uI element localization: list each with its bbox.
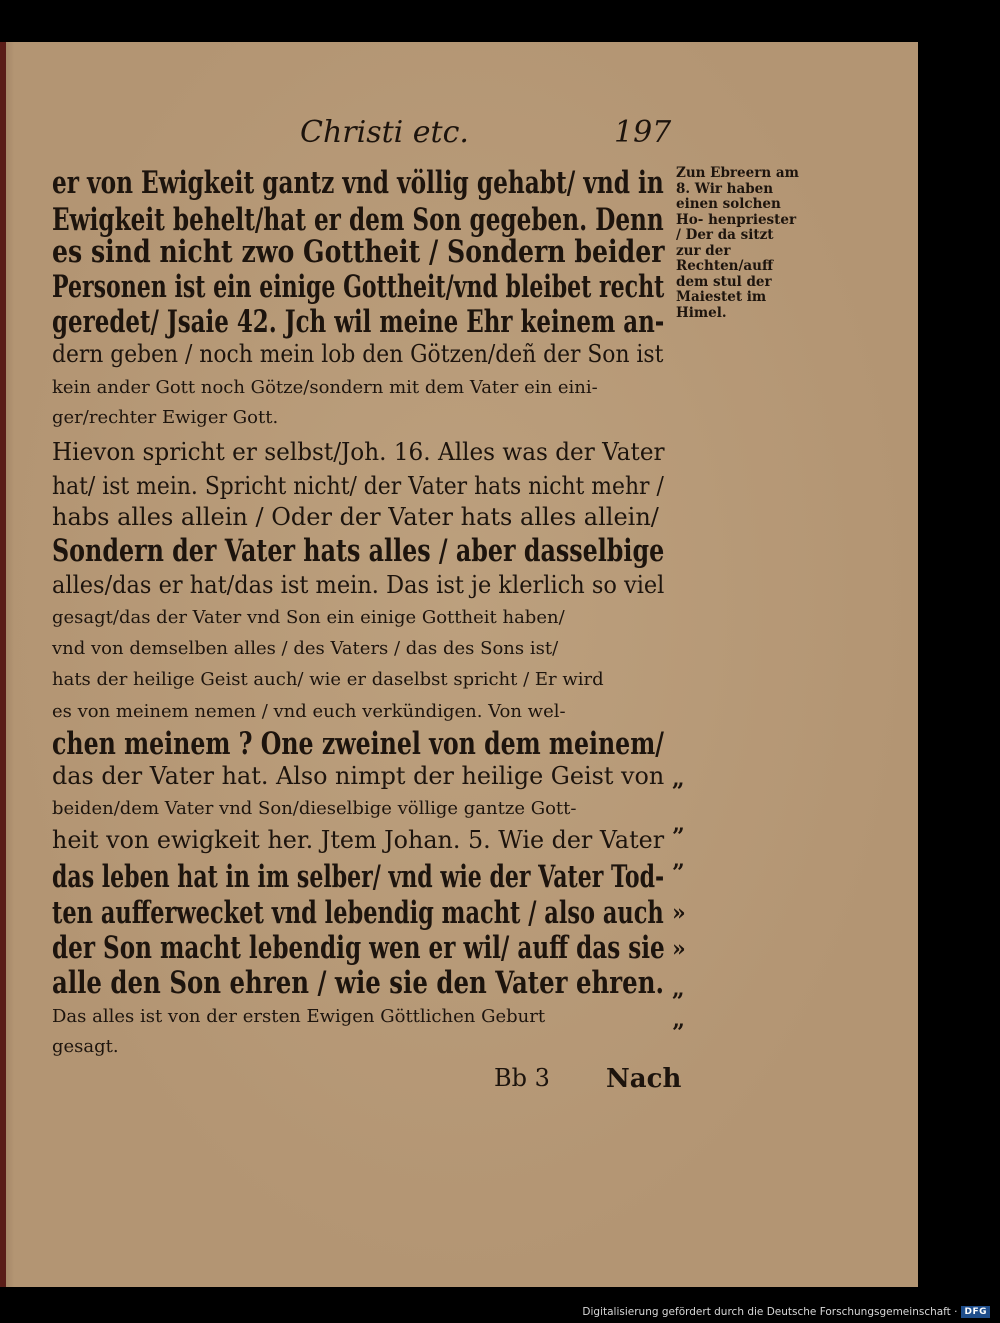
signature-mark: Bb 3: [494, 1064, 550, 1092]
body-line: geredet/ Jsaie 42. Jch wil meine Ehr keinem an-: [52, 304, 665, 340]
digitization-footer: [582, 1305, 990, 1319]
body-line: hat/ ist mein. Spricht nicht/ der Vater hats nicht mehr /: [52, 472, 664, 500]
body-line: gesagt/das der Vater vnd Son ein einige Gottheit haben/: [52, 607, 565, 628]
catchword: Nach: [606, 1064, 682, 1094]
running-head: Christi etc.: [300, 115, 469, 150]
quote-mark: »: [672, 936, 686, 962]
quote-mark: „: [672, 976, 685, 1002]
body-line: dern geben / noch mein lob den Götzen/deñ der Son ist: [52, 340, 664, 368]
body-line: Ewigkeit behelt/hat er dem Son gegeben. Denn: [52, 202, 664, 238]
body-line: Sondern der Vater hats alles / aber dasselbige: [52, 533, 665, 569]
margin-note: Zun Ebreern am 8. Wir haben einen solchen Ho- henpriester / Der da sitzt zur der Rechten/auff dem stul der Maiestet im Himel.: [676, 165, 799, 321]
body-line: es von meinem nemen / vnd euch verkündigen. Von wel-: [52, 701, 566, 722]
body-line: hats der heilige Geist auch/ wie er daselbst spricht / Er wird: [52, 669, 604, 690]
body-line: alles/das er hat/das ist mein. Das ist je klerlich so viel: [52, 571, 665, 599]
dfg-logo[interactable]: DFG: [961, 1306, 990, 1318]
body-line: kein ander Gott noch Götze/sondern mit dem Vater ein eini-: [52, 377, 598, 398]
quote-mark: ”: [672, 860, 685, 886]
body-line: das leben hat in im selber/ vnd wie der Vater Tod-: [52, 859, 665, 895]
body-line: es sind nicht zwo Gottheit / Sondern beider: [52, 234, 665, 270]
body-line: heit von ewigkeit her. Jtem Johan. 5. Wie der Vater: [52, 826, 665, 854]
quote-mark: ”: [672, 1020, 685, 1046]
body-line: er von Ewigkeit gantz vnd völlig gehabt/ vnd in: [52, 165, 664, 201]
footer-credit: Digitalisierung gefördert durch die Deutsche Forschungsgemeinschaft ·: [582, 1306, 958, 1318]
body-line: Personen ist ein einige Gottheit/vnd bleibet recht: [52, 269, 665, 305]
body-line: gesagt.: [52, 1036, 119, 1057]
body-line: vnd von demselben alles / des Vaters / das des Sons ist/: [52, 638, 559, 659]
body-line: ger/rechter Ewiger Gott.: [52, 407, 279, 428]
body-line: das der Vater hat. Also nimpt der heilige Geist von: [52, 762, 665, 790]
quote-mark: ”: [672, 824, 685, 850]
body-line: alle den Son ehren / wie sie den Vater ehren.: [52, 965, 664, 1001]
body-line: beiden/dem Vater vnd Son/dieselbige völlige gantze Gott-: [52, 798, 577, 819]
body-line: chen meinem ? One zweinel von dem meinem/: [52, 726, 664, 762]
body-line: habs alles allein / Oder der Vater hats alles allein/: [52, 503, 659, 531]
body-line: ten aufferwecket vnd lebendig macht / also auch: [52, 895, 664, 931]
body-line: Das alles ist von der ersten Ewigen Göttlichen Geburt: [52, 1006, 546, 1027]
body-line: der Son macht lebendig wen er wil/ auff das sie: [52, 930, 665, 966]
quote-mark: »: [672, 900, 686, 926]
quote-mark: „: [672, 766, 685, 792]
body-line: Hievon spricht er selbst/Joh. 16. Alles was der Vater: [52, 438, 665, 466]
page-number: 197: [614, 115, 672, 150]
